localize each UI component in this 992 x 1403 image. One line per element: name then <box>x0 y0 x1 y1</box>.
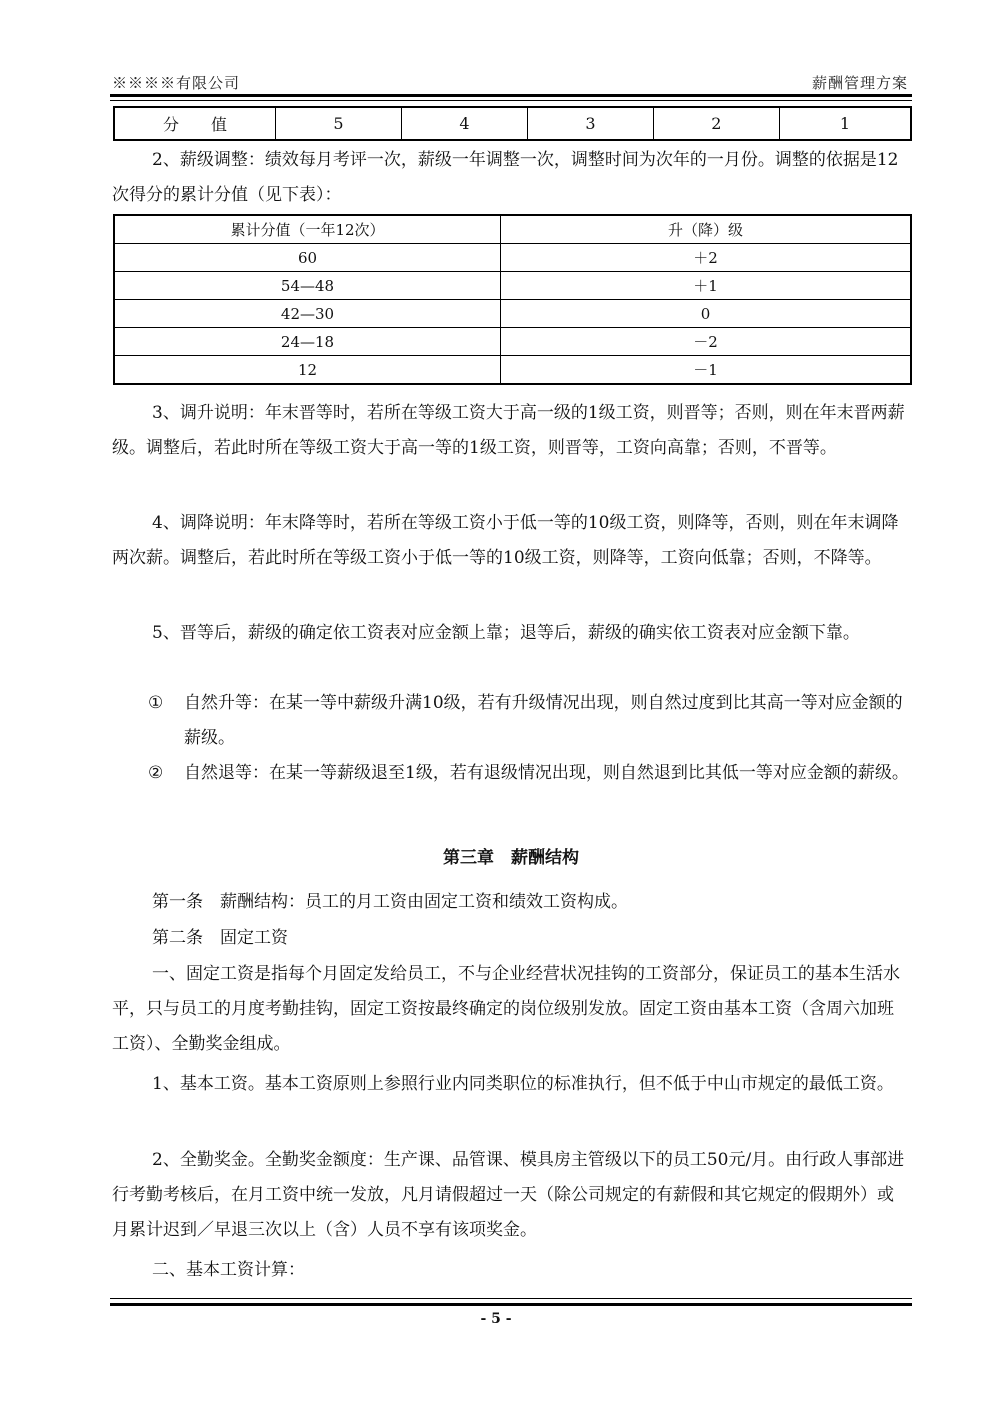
score-cell: 1 <box>779 107 911 140</box>
paragraph-attendance-bonus: 2、全勤奖金。全勤奖金额度：生产课、品管课、模具房主管级以下的员工50元/月。由行政人事部进行考勤考核后，在月工资中统一发放，凡月请假超过一天（除公司规定的有薪假和其它规定的假期外）或月累计迟到／早退三次以上（含）人员不享有该项奖金。 <box>112 1150 905 1240</box>
header-rule-thin <box>110 100 912 101</box>
column-header: 升（降）级 <box>501 215 912 244</box>
list-marker: ① <box>148 693 164 713</box>
table-row <box>114 244 911 272</box>
header-rule <box>110 94 912 97</box>
table-cell: －1 <box>501 356 912 385</box>
table-cell: 42—30 <box>114 300 501 328</box>
score-table <box>113 106 912 141</box>
table-row <box>114 107 911 140</box>
list-item <box>148 756 910 791</box>
table-cell: 24—18 <box>114 328 501 356</box>
table-cell: 12 <box>114 356 501 385</box>
header-doc-title: 薪酬管理方案 <box>811 74 908 92</box>
chapter-title: 第三章 薪酬结构 <box>443 848 579 868</box>
table-row <box>114 272 911 300</box>
table-header-row <box>114 215 911 244</box>
paragraph-basic-calc: 二、基本工资计算： <box>152 1260 305 1280</box>
paragraph-grade-rule: 5、晋等后，薪级的确定依工资表对应金额上靠；退等后，薪级的确实依工资表对应金额下靠。 <box>152 623 860 643</box>
table-cell: 0 <box>501 300 912 328</box>
footer-rule-thin <box>110 1298 912 1299</box>
paragraph-salary-adjust: 2、薪级调整：绩效每月考评一次，薪级一年调整一次，调整时间为次年的一月份。调整的依据是12次得分的累计分值（见下表）： <box>112 150 899 205</box>
score-label-cell: 分 值 <box>114 107 276 140</box>
paragraph-demotion-note: 4、调降说明：年末降等时，若所在等级工资小于低一等的10级工资，则降等，否则，则在年末调降两次薪。调整后，若此时所在等级工资小于低一等的10级工资，则降等，工资向低靠；否则，不降等。 <box>112 513 899 568</box>
list-item-text: 自然升等：在某一等中薪级升满10级，若有升级情况出现，则自然过度到比其高一等对应金额的薪级。 <box>184 693 903 748</box>
table-row <box>114 300 911 328</box>
score-cell: 5 <box>276 107 402 140</box>
page-number: - 5 - <box>480 1311 512 1327</box>
list-item <box>148 686 910 756</box>
table-cell: －2 <box>501 328 912 356</box>
column-header: 累计分值（一年12次） <box>114 215 501 244</box>
header-company: ※※※※有限公司 <box>112 74 241 92</box>
score-cell: 4 <box>401 107 527 140</box>
table-row <box>114 356 911 385</box>
list-marker: ② <box>148 763 164 783</box>
paragraph-fixed-salary: 一、固定工资是指每个月固定发给员工，不与企业经营状况挂钩的工资部分，保证员工的基本生活水平，只与员工的月度考勤挂钩，固定工资按最终确定的岗位级别发放。固定工资由基本工资（含周六加班工资）、全勤奖金组成。 <box>112 964 900 1054</box>
table-row <box>114 328 911 356</box>
score-cell: 3 <box>527 107 653 140</box>
table-cell: ＋2 <box>501 244 912 272</box>
score-cell: 2 <box>653 107 779 140</box>
table-cell: ＋1 <box>501 272 912 300</box>
footer-rule <box>110 1303 912 1306</box>
paragraph-basic-salary: 1、基本工资。基本工资原则上参照行业内同类职位的标准执行，但不低于中山市规定的最低工资。 <box>152 1074 894 1094</box>
article-1: 第一条 薪酬结构：员工的月工资由固定工资和绩效工资构成。 <box>152 892 628 912</box>
table-cell: 54—48 <box>114 272 501 300</box>
cumulative-score-table <box>113 214 912 385</box>
paragraph-promotion-note: 3、调升说明：年末晋等时，若所在等级工资大于高一级的1级工资，则晋等；否则，则在年末晋两薪级。调整后，若此时所在等级工资大于高一等的1级工资，则晋等，工资向高靠；否则，不晋等。 <box>112 403 905 458</box>
table-cell: 60 <box>114 244 501 272</box>
article-2: 第二条 固定工资 <box>152 928 288 948</box>
list-item-text: 自然退等：在某一等薪级退至1级，若有退级情况出现，则自然退到比其低一等对应金额的薪级。 <box>184 763 909 783</box>
